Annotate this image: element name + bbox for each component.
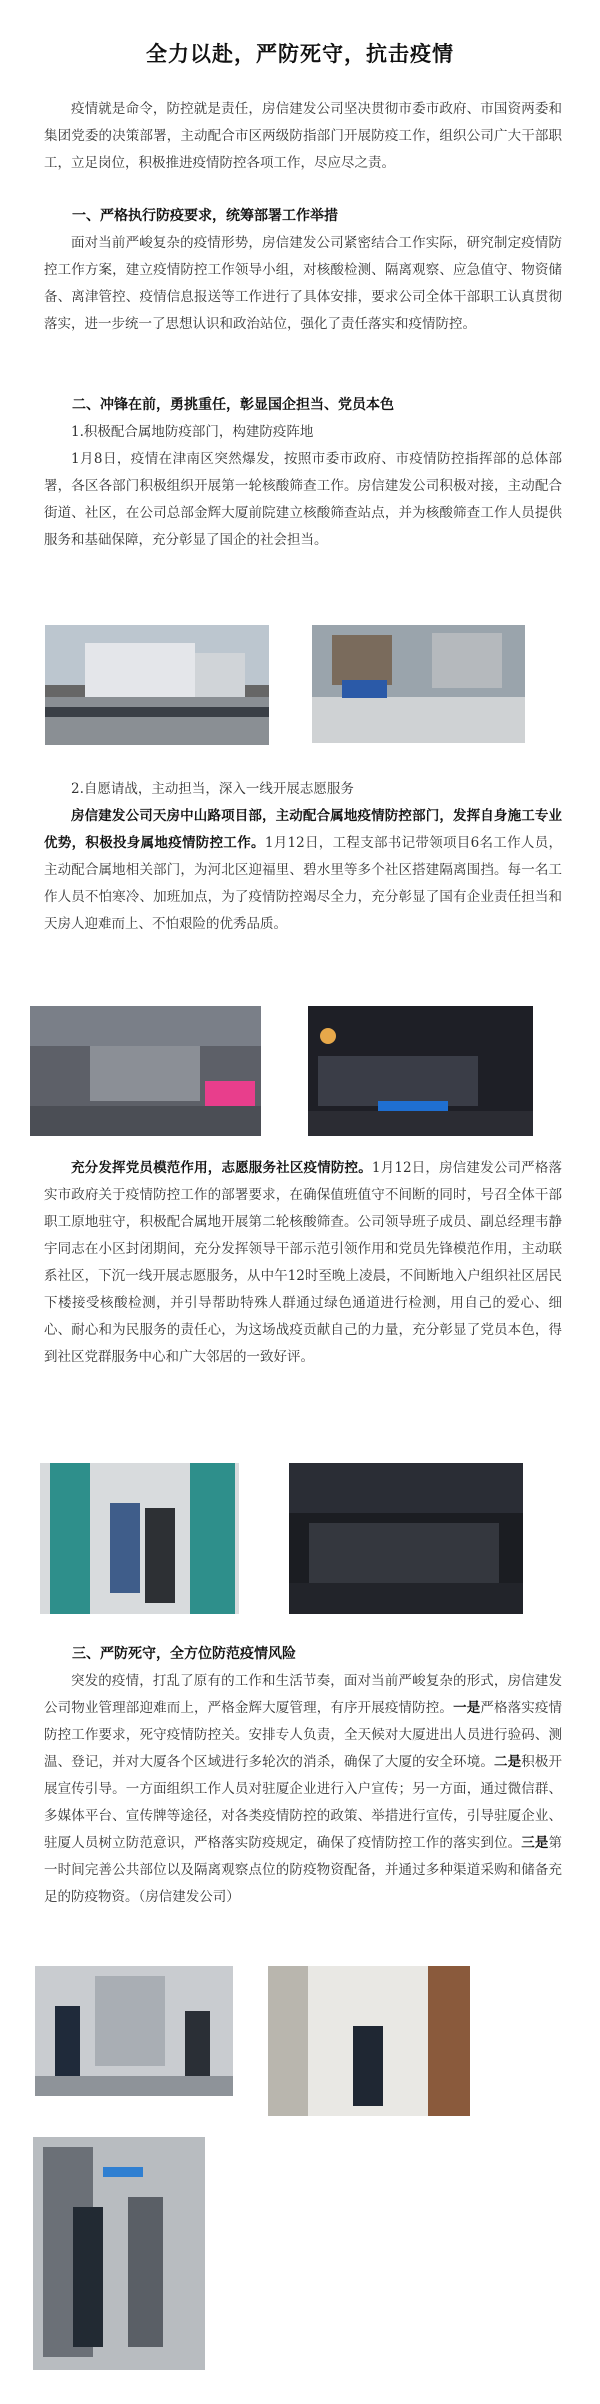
section3-body (44, 1668, 562, 1911)
section1-heading: 一、严格执行防疫要求，统筹部署工作举措 (72, 208, 338, 224)
section2-body-1: 1月8日，疫情在津南区突然爆发，按照市委市政府、市疫情防控指挥部的总体部署，各区各部门积极组织开展第一轮核酸筛查工作。房信建发公司积极对接，主动配合街道、社区，在公司总部金辉大厦前院建立核酸筛查站点，并为核酸筛查工作人员提供服务和基础保障，充分彰显了国企的社会担当。 (44, 451, 562, 548)
section3-label-one: 一是 (453, 1700, 481, 1716)
section2-lead-3: 充分发挥党员模范作用，志愿服务社区疫情防控。 (71, 1160, 372, 1176)
photo-barrier-day (30, 1006, 261, 1136)
section2-part3 (44, 1155, 562, 1371)
section3-text-two: 积极开展宣传引导。一方面组织工作人员对驻厦企业进行入户宣传；另一方面，通过微信群、多媒体平台、宣传牌等途径，对各类疫情防控的政策、举措进行宣传，引导驻厦企业、驻厦人员树立防范意识，严格落实防疫规定，确保了疫情防控工作的落实到位。 (44, 1754, 563, 1851)
photo-barrier-night (308, 1006, 533, 1136)
section2-text-3: 1月12日，房信建发公司严格落实市政府关于疫情防控工作的部署要求，在确保值班值守不间断的同时，号召全体干部职工原地驻守，积极配合属地开展第二轮核酸筛查。公司领导班子成员、副总经理韦静宇同志在小区封闭期间，充分发挥领导干部示范引领作用和党员先锋模范作用，主动联系社区，下沉一线开展志愿服务，从中午12时至晚上凌晨，不间断地入户组织社区居民下楼接受核酸检测，并引导帮助特殊人群通过绿色通道进行检测，用自己的爱心、细心、耐心和为民服务的责任心，为这场战疫贡献自己的力量，充分彰显了党员本色，得到社区党群服务中心和广大邻居的一致好评。 (44, 1160, 562, 1365)
intro-paragraph: 疫情就是命令，防控就是责任，房信建发公司坚决贯彻市委市政府、市国资两委和集团党委的决策部署，主动配合市区两级防指部门开展防疫工作，组织公司广大干部职工，立足岗位，积极推进疫情防控各项工作，尽应尽之责。 (44, 101, 562, 171)
photo-entrance-check (33, 2137, 205, 2370)
section2-part1 (44, 392, 562, 554)
photo-volunteer-group (289, 1463, 523, 1614)
section3-heading: 三、严防死守，全方位防范疫情风险 (72, 1646, 296, 1662)
section3-label-three: 三是 (521, 1835, 549, 1851)
photo-testing-site (312, 625, 525, 743)
section2-body-2 (44, 803, 562, 938)
section1 (44, 203, 562, 338)
section2-body-3 (44, 1155, 562, 1371)
section2-heading: 二、冲锋在前，勇挑重任，彰显国企担当、党员本色 (72, 397, 394, 413)
photo-lobby-disinfect (35, 1966, 233, 2096)
photo-door-volunteer (40, 1463, 239, 1614)
section2-subhead-2: 2.自愿请战，主动担当，深入一线开展志愿服务 (71, 781, 354, 797)
page-title: 全力以赴，严防死守，抗击疫情 (146, 42, 454, 66)
section3-text-three: 第一时间完善公共部位以及隔离观察点位的防疫物资配备，并通过多种渠道采购和储备充足的防疫物资。（房信建发公司） (44, 1835, 563, 1905)
section3 (44, 1641, 562, 1911)
intro-block (44, 96, 562, 177)
section3-label-two: 二是 (493, 1754, 522, 1770)
section3-text-one: 严格落实疫情防控工作要求，死守疫情防控关。安排专人负责，全天候对大厦进出人员进行验码、测温、登记，并对大厦各个区域进行多轮次的消杀，确保了大厦的安全环境。 (44, 1700, 563, 1770)
photo-corridor-disinfect (268, 1966, 470, 2116)
section2-text-2: 1月12日，工程支部书记带领项目6名工作人员，主动配合属地相关部门，为河北区迎福里、碧水里等多个社区搭建隔离围挡。每一名工作人员不怕寒冷、加班加点，为了疫情防控竭尽全力，充分彰显了国有企业责任担当和天房人迎难而上、不怕艰险的优秀品质。 (44, 835, 563, 932)
section2-part2 (44, 776, 562, 938)
section3-body-pre: 突发的疫情，打乱了原有的工作和生活节奏，面对当前严峻复杂的形式，房信建发公司物业管理部迎难而上，严格金辉大厦管理，有序开展疫情防控。 (44, 1673, 562, 1716)
section2-subhead-1: 1.积极配合属地防疫部门，构建防疫阵地 (71, 424, 314, 440)
photo-testing-queue (45, 625, 269, 745)
section1-body: 面对当前严峻复杂的疫情形势，房信建发公司紧密结合工作实际，研究制定疫情防控工作方案，建立疫情防控工作领导小组，对核酸检测、隔离观察、应急值守、物资储备、离津管控、疫情信息报送等工作进行了具体安排，要求公司全体干部职工认真贯彻落实，进一步统一了思想认识和政治站位，强化了责任落实和疫情防控。 (44, 235, 562, 332)
section2-lead-2: 房信建发公司天房中山路项目部，主动配合属地疫情防控部门，发挥自身施工专业优势，积极投身属地疫情防控工作。 (44, 808, 562, 851)
